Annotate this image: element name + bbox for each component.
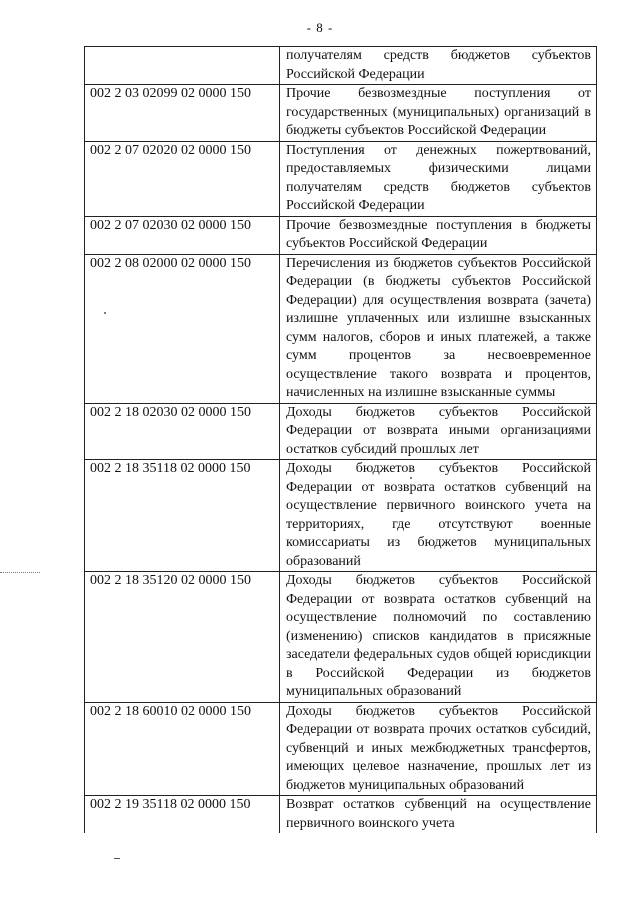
budget-code-cell: 002 2 18 60010 02 0000 150 — [85, 702, 280, 796]
revenue-description-cell: получателям средств бюджетов субъектов Российской Федерации — [280, 47, 597, 85]
table-row — [85, 702, 597, 796]
table-row — [85, 572, 597, 703]
page-number: - 8 - — [306, 20, 334, 35]
revenue-description-cell: Доходы бюджетов субъектов Российской Федерации от возврата остатков субвенций на осуществление первичного воинского учета на территориях, где отсутствуют военные комиссариаты из бюджетов муниципальных образований — [280, 460, 597, 572]
revenue-description-cell: Прочие безвозмездные поступления в бюджеты субъектов Российской Федерации — [280, 216, 597, 254]
budget-code-cell: 002 2 18 35120 02 0000 150 — [85, 572, 280, 703]
table-row — [85, 254, 597, 403]
table-row — [85, 796, 597, 834]
budget-code-cell — [85, 47, 280, 85]
table-row — [85, 141, 597, 216]
table-row — [85, 216, 597, 254]
budget-code-cell: 002 2 18 02030 02 0000 150 — [85, 403, 280, 460]
budget-code-cell: 002 2 19 35118 02 0000 150 — [85, 796, 280, 834]
table-row — [85, 85, 597, 142]
revenue-description-cell: Доходы бюджетов субъектов Российской Федерации от возврата иными организациями остатков субсидий прошлых лет — [280, 403, 597, 460]
budget-code-cell: 002 2 07 02020 02 0000 150 — [85, 141, 280, 216]
scan-margin-mark — [0, 572, 40, 573]
table-row — [85, 460, 597, 572]
revenue-description-cell: Прочие безвозмездные поступления от государственных (муниципальных) организаций в бюджеты субъектов Российской Федерации — [280, 85, 597, 142]
budget-code-cell: 002 2 18 35118 02 0000 150 — [85, 460, 280, 572]
revenue-description-cell: Доходы бюджетов субъектов Российской Федерации от возврата прочих остатков субсидий, субвенций и иных межбюджетных трансфертов, имеющих целевое назначение, прошлых лет из бюджетов муниципальных образований — [280, 702, 597, 796]
budget-code-cell: 002 2 03 02099 02 0000 150 — [85, 85, 280, 142]
scan-footer-mark — [114, 858, 120, 859]
revenue-description-cell: Поступления от денежных пожертвований, предоставляемых физическими лицами получателям средств бюджетов субъектов Российской Федерации — [280, 141, 597, 216]
scan-speck — [104, 312, 106, 314]
revenue-description-cell: Доходы бюджетов субъектов Российской Федерации от возврата остатков субвенций на осуществление полномочий по составлению (изменению) списков кандидатов в присяжные заседатели федеральных судов общей юрисдикции в Российской Федерации из бюджетов муниципальных образований — [280, 572, 597, 703]
table-row — [85, 403, 597, 460]
budget-code-cell: 002 2 07 02030 02 0000 150 — [85, 216, 280, 254]
budget-code-cell: 002 2 08 02000 02 0000 150 — [85, 254, 280, 403]
revenue-description-cell: Возврат остатков субвенций на осуществление первичного воинского учета — [280, 796, 597, 834]
table-row — [85, 47, 597, 85]
budget-code-table — [84, 46, 597, 833]
revenue-description-cell: Перечисления из бюджетов субъектов Российской Федерации (в бюджеты субъектов Российской Федерации) для осуществления возврата (зачета) излишне уплаченных или излишне взысканных сумм налогов, сборов и иных платежей, а также сумм процентов за несвоевременное осуществление такого возврата и процентов, начисленных на излишне взысканные суммы — [280, 254, 597, 403]
scan-speck — [410, 477, 412, 479]
